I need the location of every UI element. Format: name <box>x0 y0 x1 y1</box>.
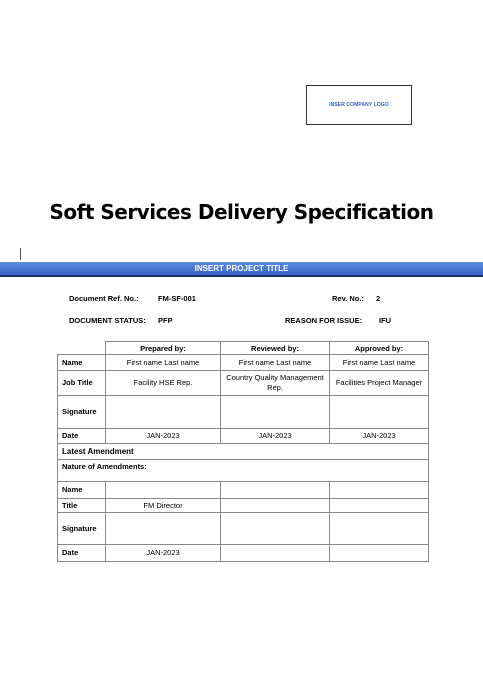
document-title: Soft Services Delivery Specification <box>49 200 434 224</box>
row-label: Name <box>58 482 106 499</box>
date-row <box>58 429 429 444</box>
rev-label: Rev. No.: <box>332 294 364 303</box>
project-title-text: INSERT PROJECT TITLE <box>194 264 289 273</box>
reviewed-date-cell[interactable]: JAN-2023 <box>221 429 330 444</box>
prepared-signature-cell[interactable] <box>106 396 221 429</box>
row-label: Date <box>58 429 106 444</box>
amend-name-cell[interactable] <box>330 482 429 499</box>
row-label: Date <box>58 545 106 562</box>
latest-amendment-row <box>58 444 429 460</box>
band-underline <box>0 275 483 277</box>
amend-date-row <box>58 545 429 562</box>
reviewed-name-cell[interactable]: First name Last name <box>221 355 330 371</box>
reason-value: IFU <box>379 316 392 325</box>
signoff-table <box>57 341 429 562</box>
text-cursor <box>20 248 21 260</box>
nature-of-amendments-row <box>58 460 429 482</box>
approved-signature-cell[interactable] <box>330 396 429 429</box>
amend-title-cell[interactable] <box>330 499 429 513</box>
logo-placeholder-text: INSER COMPANY LOGO <box>329 102 389 108</box>
doc-status-label: DOCUMENT STATUS: <box>69 316 146 325</box>
amend-signature-row <box>58 513 429 545</box>
amend-title-row <box>58 499 429 513</box>
reviewed-by-header: Reviewed by: <box>221 342 330 355</box>
amend-title-cell[interactable]: FM Director <box>106 499 221 513</box>
prepared-by-header: Prepared by: <box>106 342 221 355</box>
amend-date-cell[interactable] <box>330 545 429 562</box>
prepared-job-title-cell[interactable]: Facility HSE Rep. <box>106 371 221 396</box>
amend-name-cell[interactable] <box>221 482 330 499</box>
reviewed-job-title-cell[interactable]: Country Quality Management Rep. <box>221 371 330 396</box>
amend-signature-cell[interactable] <box>221 513 330 545</box>
approved-by-header: Approved by: <box>330 342 429 355</box>
name-row <box>58 355 429 371</box>
approved-date-cell[interactable]: JAN-2023 <box>330 429 429 444</box>
amend-date-cell[interactable]: JAN-2023 <box>106 545 221 562</box>
signature-row <box>58 396 429 429</box>
amend-date-cell[interactable] <box>221 545 330 562</box>
rev-value: 2 <box>376 294 381 303</box>
reason-label: REASON FOR ISSUE: <box>285 316 363 325</box>
amend-signature-cell[interactable] <box>330 513 429 545</box>
amend-name-cell[interactable] <box>106 482 221 499</box>
job-title-row <box>58 371 429 396</box>
company-logo-placeholder <box>306 85 412 125</box>
doc-ref-value: FM-SF-001 <box>158 294 196 303</box>
latest-amendment-heading: Latest Amendment <box>58 444 429 460</box>
amend-signature-cell[interactable] <box>106 513 221 545</box>
nature-of-amendments-label[interactable]: Nature of Amendments: <box>58 460 429 482</box>
amend-title-cell[interactable] <box>221 499 330 513</box>
approved-job-title-cell[interactable]: Facilities Project Manager <box>330 371 429 396</box>
row-label: Job Title <box>58 371 106 396</box>
project-title-band <box>0 262 483 275</box>
row-label: Title <box>58 499 106 513</box>
reviewed-signature-cell[interactable] <box>221 396 330 429</box>
amend-name-row <box>58 482 429 499</box>
doc-status-value: PFP <box>158 316 173 325</box>
row-label: Signature <box>58 396 106 429</box>
table-header-row <box>58 342 429 355</box>
prepared-name-cell[interactable]: First name Last name <box>106 355 221 371</box>
row-label: Signature <box>58 513 106 545</box>
header-corner <box>58 342 106 355</box>
prepared-date-cell[interactable]: JAN-2023 <box>106 429 221 444</box>
doc-ref-label: Document Ref. No.: <box>69 294 139 303</box>
row-label: Name <box>58 355 106 371</box>
approved-name-cell[interactable]: First name Last name <box>330 355 429 371</box>
